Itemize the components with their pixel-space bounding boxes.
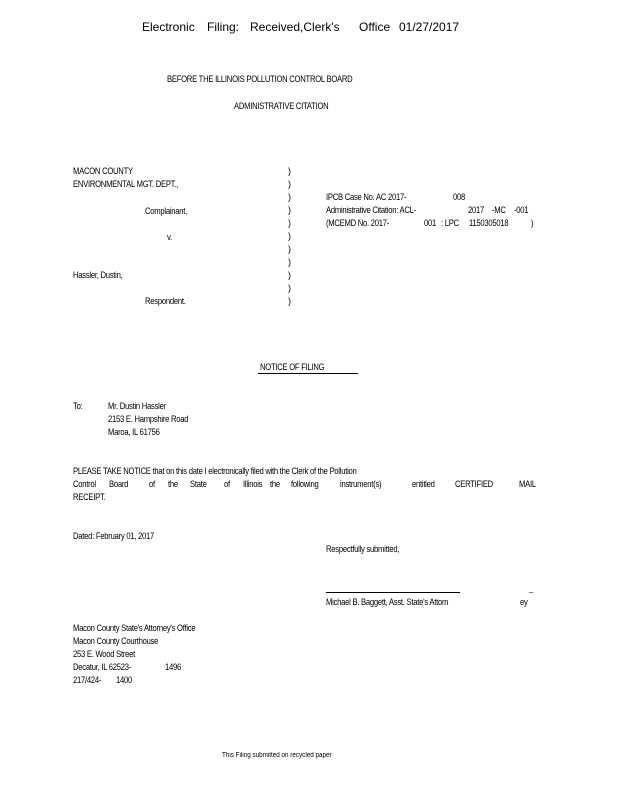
- admin-citation-mc: -MC: [492, 205, 506, 215]
- body-w1: Board: [109, 479, 129, 489]
- signature-dash: _: [529, 583, 534, 593]
- paren: ): [288, 257, 291, 267]
- body-line1: PLEASE TAKE NOTICE that on this date I electronically filed with the Clerk of the Pollution: [73, 466, 357, 476]
- paren: ): [288, 205, 291, 215]
- body-w3: the: [168, 479, 178, 489]
- dated: Dated: February 01, 2017: [73, 531, 155, 541]
- mcemd-label: (MCEMD No. 2017-: [326, 218, 390, 228]
- paren: ): [288, 283, 291, 293]
- respondent-role: Respondent.: [145, 296, 186, 306]
- paren: ): [288, 270, 291, 280]
- respectfully-submitted: Respectfully submitted,: [326, 544, 400, 554]
- paren: ): [288, 218, 291, 228]
- body-w11: CERTIFIED: [455, 479, 493, 489]
- mcemd-close: ): [531, 218, 534, 228]
- mcemd-lpc-num: 1150305018: [469, 218, 509, 228]
- header-filing: Filing:: [207, 20, 240, 34]
- body-line3: RECEIPT.: [73, 492, 106, 502]
- body-w0: Control: [73, 479, 96, 489]
- office-line1: Macon County State's Attorney's Office: [73, 623, 196, 633]
- board-title: BEFORE THE ILLINOIS POLLUTION CONTROL BOARD: [167, 74, 353, 84]
- respondent-name: Hassler, Dustin,: [73, 270, 123, 280]
- complainant-line1: MACON COUNTY: [73, 166, 133, 176]
- complainant-role: Complainant,: [145, 206, 188, 216]
- office-line4a: Decatur, IL 62523-: [73, 662, 132, 672]
- mcemd-num: 001: [424, 218, 437, 228]
- office-line5b: 1400: [116, 675, 133, 685]
- to-label: To:: [73, 401, 83, 411]
- citation-title: ADMINISTRATIVE CITATION: [234, 101, 329, 111]
- paren: ): [288, 244, 291, 254]
- signature-name-end: ey: [520, 597, 528, 607]
- office-line4b: 1496: [165, 662, 182, 672]
- body-w7: the: [270, 479, 280, 489]
- paren: ): [288, 296, 291, 306]
- body-w5: of: [224, 479, 230, 489]
- case-no-num: 008: [453, 192, 466, 202]
- to-name: Mr. Dustin Hassler: [108, 401, 166, 411]
- footer-note: This Filing submitted on recycled paper: [222, 752, 332, 759]
- body-w6: Illinois: [243, 479, 263, 489]
- paren: ): [288, 179, 291, 189]
- body-w9: instrument(s): [340, 479, 382, 489]
- signature-line: [326, 592, 460, 593]
- admin-citation-year: 2017: [468, 205, 485, 215]
- notice-title-underline: [258, 373, 358, 374]
- admin-citation-num: -001: [514, 205, 529, 215]
- versus: v.: [167, 232, 172, 242]
- header-date: 01/27/2017: [399, 20, 460, 34]
- signature-name: Michael B. Baggett, Asst. State's Attorn: [326, 597, 449, 607]
- to-city: Maroa, IL 61756: [108, 427, 160, 437]
- body-w2: of: [149, 479, 155, 489]
- office-line5a: 217/424-: [73, 675, 102, 685]
- to-street: 2153 E. Hampshire Road: [108, 414, 189, 424]
- admin-citation-label: Administrative Citation: ACL-: [326, 205, 416, 215]
- notice-title: NOTICE OF FILING: [260, 362, 325, 372]
- paren: ): [288, 192, 291, 202]
- body-w10: entitled: [412, 479, 435, 489]
- paren: ): [288, 166, 291, 176]
- office-line3: 253 E. Wood Street: [73, 649, 136, 659]
- body-w12: MAIL: [519, 479, 536, 489]
- case-no-label: IPCB Case No. AC 2017-: [326, 192, 407, 202]
- office-line2: Macon County Courthouse: [73, 636, 159, 646]
- header-electronic: Electronic: [142, 20, 195, 34]
- header-received: Received,Clerk's: [250, 20, 340, 34]
- paren: ): [288, 231, 291, 241]
- body-w4: State: [190, 479, 207, 489]
- header-office: Office: [359, 20, 391, 34]
- body-w8: following: [291, 479, 319, 489]
- mcemd-lpc: : LPC: [441, 218, 459, 228]
- complainant-line2: ENVIRONMENTAL MGT. DEPT.,: [73, 179, 178, 189]
